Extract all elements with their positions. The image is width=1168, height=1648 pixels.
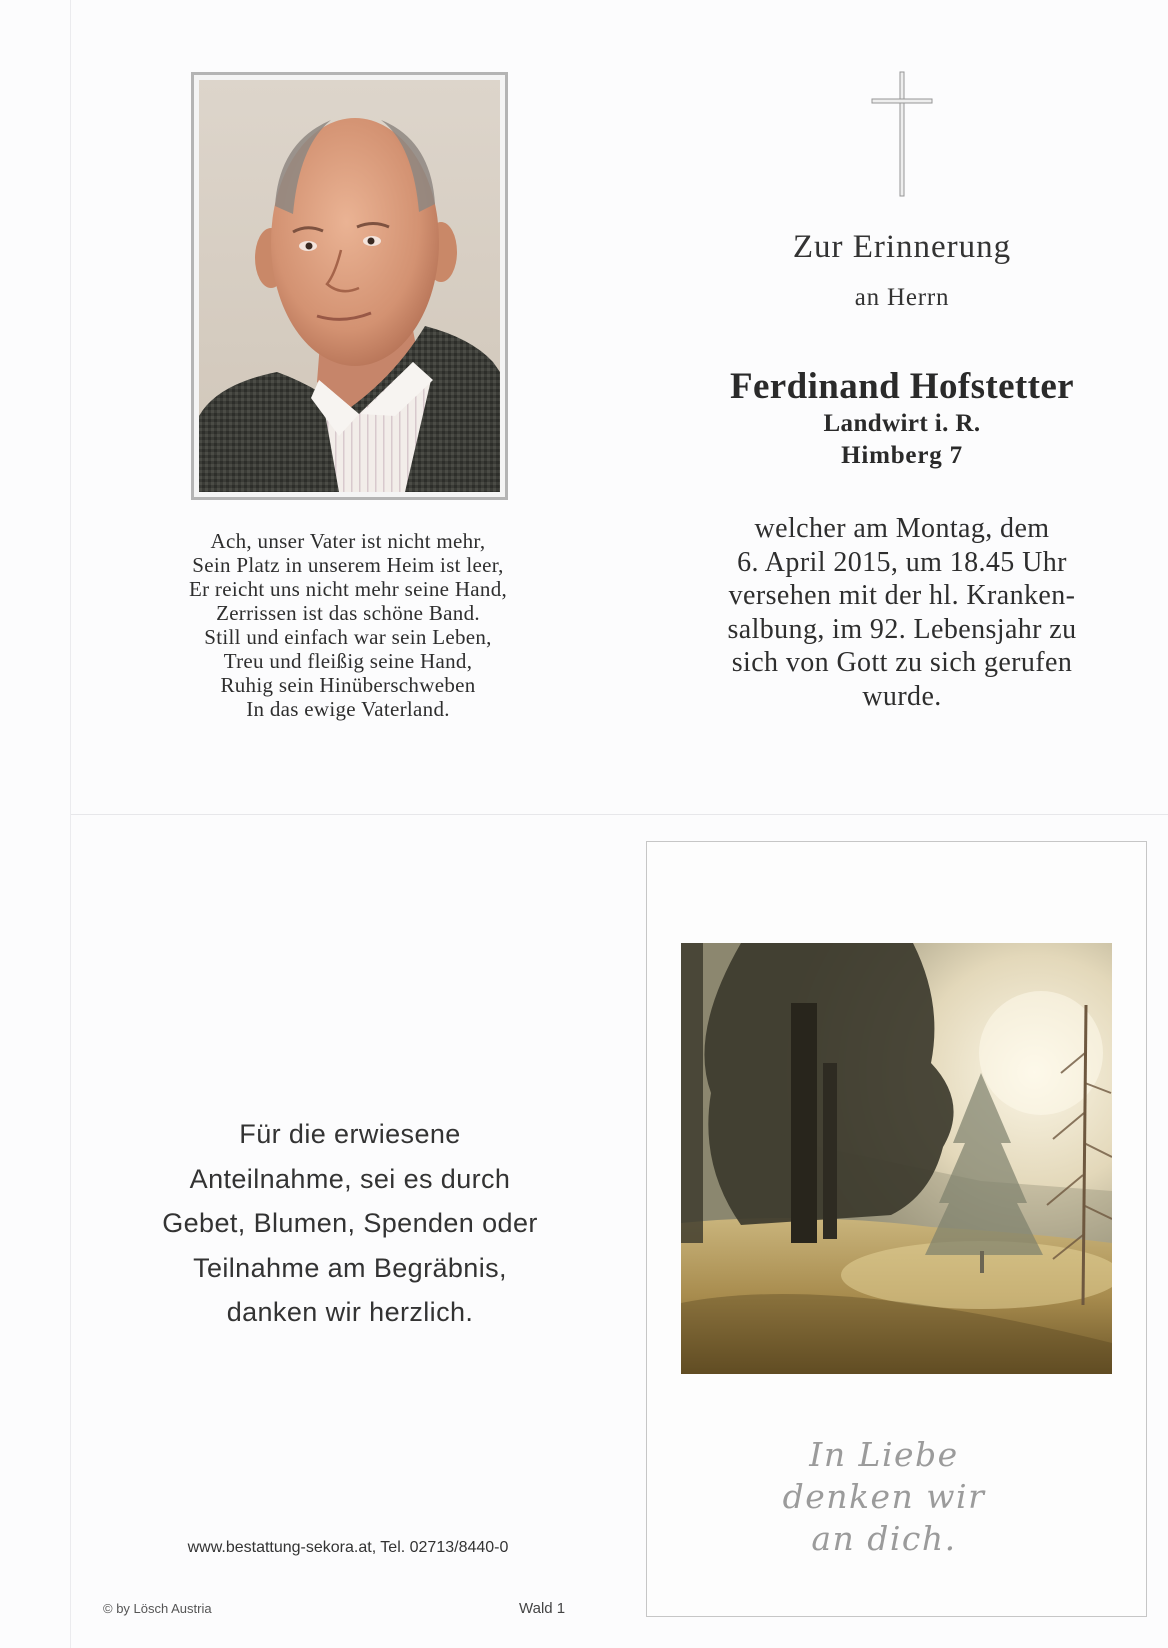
copyright-notice: © by Lösch Austria xyxy=(103,1601,212,1616)
cross-icon xyxy=(868,70,936,200)
closing-text xyxy=(684,1434,1084,1560)
portrait-frame xyxy=(191,72,508,500)
closing-line: an dich. xyxy=(811,1519,957,1558)
large-tree-trunk xyxy=(791,1003,817,1243)
obituary-line: 6. April 2015, um 18.45 Uhr xyxy=(737,546,1067,578)
cross-vertical-bar xyxy=(900,72,904,196)
poem-line: Still und einfach war sein Leben, xyxy=(204,625,492,649)
deceased-name: Ferdinand Hofstetter xyxy=(729,366,1075,407)
second-tree-trunk xyxy=(823,1063,837,1239)
obituary-line: welcher am Montag, dem xyxy=(754,513,1050,544)
poem xyxy=(98,529,598,721)
address: Himberg 7 xyxy=(841,442,963,469)
occupation: Landwirt i. R. xyxy=(823,410,981,437)
left-edge-tree xyxy=(681,943,703,1243)
closing-line: denken wir xyxy=(782,1477,986,1516)
cross-horizontal-bar xyxy=(872,99,932,103)
design-code: Wald 1 xyxy=(519,1600,566,1617)
remembrance-heading: Zur Erinnerung xyxy=(792,229,1012,265)
poem-line: In das ewige Vaterland. xyxy=(246,697,450,721)
right-pupil xyxy=(368,238,375,245)
closing-line: In Liebe xyxy=(809,1435,959,1474)
portrait-photo xyxy=(199,80,500,492)
thanks-line: Für die erwiesene xyxy=(239,1119,461,1149)
card-edge-line xyxy=(70,0,71,1648)
thanks-line: Teilnahme am Begräbnis, xyxy=(193,1252,507,1283)
poem-line: Zerrissen ist das schöne Band. xyxy=(216,601,480,625)
card-fold-line xyxy=(71,814,1168,815)
left-pupil xyxy=(306,243,313,250)
obituary-line: salbung, im 92. Lebensjahr zu xyxy=(727,613,1077,645)
poem-line: Ruhig sein Hinüberschweben xyxy=(220,673,476,697)
forest-landscape-photo xyxy=(681,943,1112,1374)
poem-line: Treu und fleißig seine Hand, xyxy=(223,649,473,673)
obituary-line: wurde. xyxy=(862,680,942,712)
poem-line: Er reicht uns nicht mehr seine Hand, xyxy=(188,577,508,601)
poem-line: Ach, unser Vater ist nicht mehr, xyxy=(210,529,486,553)
thanks-line: Gebet, Blumen, Spenden oder xyxy=(162,1208,538,1238)
poem-line: Sein Platz in unserem Heim ist leer, xyxy=(192,553,504,577)
fir-trunk xyxy=(980,1251,984,1273)
obituary-line: versehen mit der hl. Kranken- xyxy=(728,580,1076,612)
funeral-home-contact: www.bestattung-sekora.at, Tel. 02713/8440-0 xyxy=(187,1539,509,1556)
thanks-line: Anteilnahme, sei es durch xyxy=(189,1163,511,1194)
obituary-line: sich von Gott zu sich gerufen xyxy=(731,647,1073,679)
thanks-text xyxy=(100,1112,600,1335)
thanks-line: danken wir herzlich. xyxy=(226,1297,474,1327)
obituary-text xyxy=(680,512,1124,714)
salutation: an Herrn xyxy=(854,284,950,311)
